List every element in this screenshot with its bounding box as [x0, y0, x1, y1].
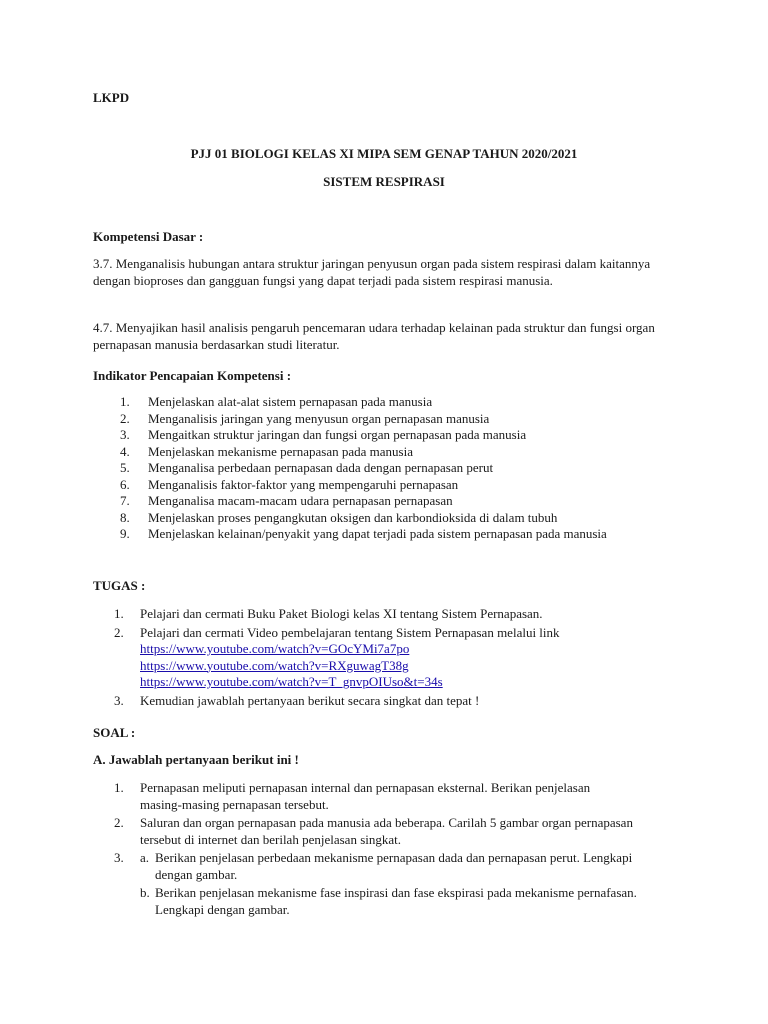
doc-title: PJJ 01 BIOLOGI KELAS XI MIPA SEM GENAP TAHUN 2020/2021 [190, 146, 578, 161]
tugas-heading: TUGAS : [93, 578, 146, 593]
list-item: 1. Pernapasan meliputi pernapasan internal dan pernapasan eksternal. Berikan penjelasan masing-masing pernapasan tersebut. [114, 780, 591, 812]
video-link-3[interactable]: https://www.youtube.com/watch?v=T_gnvpOIUso&t=34s [140, 674, 443, 689]
kd-heading: Kompetensi Dasar : [93, 229, 204, 244]
list-item: 9. Menjelaskan kelainan/penyakit yang dapat terjadi pada sistem pernapasan pada manusia [120, 526, 607, 541]
ipk-list [93, 394, 668, 543]
list-item: 2. Saluran dan organ pernapasan pada manusia ada beberapa. Carilah 5 gambar organ pernapasan tersebut di internet dan berilah penjelasan singkat. [114, 815, 633, 847]
list-item: 4. Menjelaskan mekanisme pernapasan pada manusia [120, 443, 413, 459]
video-link-1[interactable]: https://www.youtube.com/watch?v=GOcYMi7a7po [140, 641, 410, 656]
list-item: 1. Pelajari dan cermati Buku Paket Biologi kelas XI tentang Sistem Pernapasan. [114, 606, 543, 621]
soal-section-a: A. Jawablah pertanyaan berikut ini ! [93, 752, 299, 767]
ipk-heading: Indikator Pencapaian Kompetensi : [93, 368, 292, 383]
list-item: 2. Menganalisis jaringan yang menyusun organ pernapasan manusia [120, 410, 490, 426]
list-item: 3. Mengaitkan struktur jaringan dan fungsi organ pernapasan pada manusia [120, 427, 527, 442]
list-item: 3. Kemudian jawablah pertanyaan berikut secara singkat dan tepat ! [114, 692, 480, 708]
tugas-list [93, 606, 668, 711]
list-item: 8. Menjelaskan proses pengangkutan oksigen dan karbondioksida di dalam tubuh [120, 509, 558, 525]
sub-item-b: b. Berikan penjelasan mekanisme fase inspirasi dan fase ekspirasi pada mekanisme pernafasan. Lengkapi dengan gambar. [140, 885, 637, 917]
list-item: 3. a. Berikan penjelasan perbedaan mekanisme pernapasan dada dan pernapasan perut. Lengkapi dengan gambar. b. Berikan penjelasan mekanisme fase inspirasi dan fase ekspirasi pada mekanisme pernafasan. Lengkapi dengan gambar. [93, 850, 668, 918]
sub-item-a: a. Berikan penjelasan perbedaan mekanisme pernapasan dada dan pernapasan perut. Lengkapi dengan gambar. [140, 850, 633, 882]
list-item: 1. Menjelaskan alat-alat sistem pernapasan pada manusia [120, 394, 433, 409]
kd-paragraph-1: 3.7. Menganalisis hubungan antara struktur jaringan penyusun organ pada sistem respirasi dalam kaitannya dengan bioproses dan gangguan fungsi yang dapat terjadi pada sistem respirasi manusia. [93, 256, 651, 288]
doc-subtitle: SISTEM RESPIRASI [323, 174, 445, 189]
kd-paragraph-2: 4.7. Menyajikan hasil analisis pengaruh pencemaran udara terhadap kelainan pada struktur dan fungsi organ pernapasan manusia berdasarkan studi literatur. [93, 320, 655, 352]
soal-list [93, 780, 668, 920]
video-link-2[interactable]: https://www.youtube.com/watch?v=RXguwagT38g [140, 657, 409, 673]
soal-heading: SOAL : [93, 725, 136, 740]
list-item: 2. Pelajari dan cermati Video pembelajaran tentang Sistem Pernapasan melalui link https://www.youtube.com/watch?v=GOcYMi7a7po https://www.youtube.com/watch?v=RXguwagT38g https://www.youtube.com/watch?v=T_gnvpOIUso&t=34s [93, 625, 668, 691]
list-item: 7. Menganalisa macam-macam udara pernapasan pernapasan [120, 493, 453, 508]
doc-label: LKPD [93, 90, 130, 105]
list-item: 6. Menganalisis faktor-faktor yang mempengaruhi pernapasan [120, 476, 459, 492]
video-links [140, 641, 668, 691]
list-item: 5. Menganalisa perbedaan pernapasan dada dengan pernapasan perut [120, 460, 494, 475]
